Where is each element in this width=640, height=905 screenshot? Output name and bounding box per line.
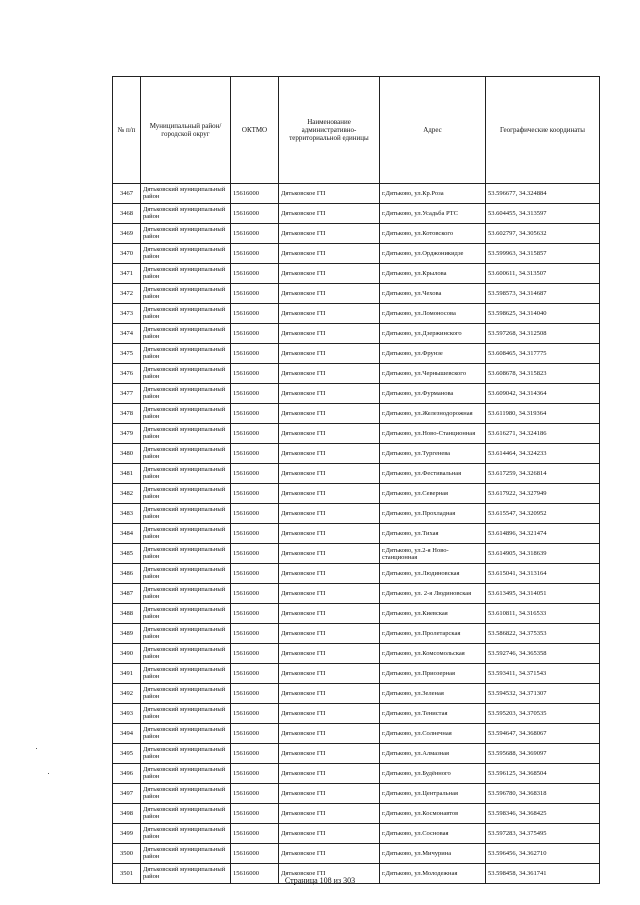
cell-oktmo: 15616000 <box>231 264 279 284</box>
cell-municipality: Дятьковский муниципальный район <box>141 584 231 604</box>
cell-oktmo: 15616000 <box>231 624 279 644</box>
table-row <box>113 264 600 284</box>
cell-municipality: Дятьковский муниципальный район <box>141 784 231 804</box>
table-row <box>113 544 600 564</box>
cell-unit: Дятьковское ГП <box>279 664 380 684</box>
cell-coords: 53.609042, 34.314364 <box>486 384 600 404</box>
cell-unit: Дятьковское ГП <box>279 564 380 584</box>
cell-oktmo: 15616000 <box>231 584 279 604</box>
cell-unit: Дятьковское ГП <box>279 824 380 844</box>
cell-municipality: Дятьковский муниципальный район <box>141 264 231 284</box>
cell-num: 3496 <box>113 764 141 784</box>
cell-address: г.Дятьково, ул.Орджоникидзе <box>380 244 486 264</box>
cell-unit: Дятьковское ГП <box>279 464 380 484</box>
cell-oktmo: 15616000 <box>231 644 279 664</box>
cell-num: 3479 <box>113 424 141 444</box>
cell-oktmo: 15616000 <box>231 724 279 744</box>
cell-oktmo: 15616000 <box>231 424 279 444</box>
table-row <box>113 364 600 384</box>
cell-coords: 53.598458, 34.361741 <box>486 864 600 884</box>
cell-coords: 53.608678, 34.315823 <box>486 364 600 384</box>
cell-oktmo: 15616000 <box>231 444 279 464</box>
scan-speck <box>48 773 49 774</box>
cell-oktmo: 15616000 <box>231 244 279 264</box>
cell-num: 3483 <box>113 504 141 524</box>
cell-coords: 53.613495, 34.314051 <box>486 584 600 604</box>
cell-oktmo: 15616000 <box>231 344 279 364</box>
cell-coords: 53.602797, 34.305632 <box>486 224 600 244</box>
header-municipality: Муниципальный район/городской округ <box>141 77 231 184</box>
cell-unit: Дятьковское ГП <box>279 584 380 604</box>
cell-coords: 53.596125, 34.368504 <box>486 764 600 784</box>
table-header <box>113 77 600 184</box>
cell-municipality: Дятьковский муниципальный район <box>141 204 231 224</box>
cell-address: г.Дятьково, ул.Кр.Роза <box>380 184 486 204</box>
cell-address: г.Дятьково, ул.Чехова <box>380 284 486 304</box>
cell-unit: Дятьковское ГП <box>279 524 380 544</box>
cell-coords: 53.593411, 34.371543 <box>486 664 600 684</box>
cell-address: г.Дятьково, ул.Фурманова <box>380 384 486 404</box>
cell-unit: Дятьковское ГП <box>279 284 380 304</box>
cell-unit: Дятьковское ГП <box>279 624 380 644</box>
cell-unit: Дятьковское ГП <box>279 604 380 624</box>
cell-num: 3481 <box>113 464 141 484</box>
cell-address: г.Дятьково, ул.Сосновая <box>380 824 486 844</box>
cell-num: 3491 <box>113 664 141 684</box>
cell-coords: 53.598346, 34.368425 <box>486 804 600 824</box>
cell-municipality: Дятьковский муниципальный район <box>141 324 231 344</box>
table-row <box>113 604 600 624</box>
cell-coords: 53.596456, 34.362710 <box>486 844 600 864</box>
cell-address: г.Дятьково, ул.Ломоносова <box>380 304 486 324</box>
cell-address: г.Дятьково, ул.Усадьба РТС <box>380 204 486 224</box>
cell-num: 3474 <box>113 324 141 344</box>
cell-num: 3468 <box>113 204 141 224</box>
cell-coords: 53.615547, 34.320952 <box>486 504 600 524</box>
cell-num: 3487 <box>113 584 141 604</box>
cell-unit: Дятьковское ГП <box>279 864 380 884</box>
table-row <box>113 404 600 424</box>
cell-municipality: Дятьковский муниципальный район <box>141 644 231 664</box>
cell-oktmo: 15616000 <box>231 204 279 224</box>
table-row <box>113 284 600 304</box>
cell-unit: Дятьковское ГП <box>279 504 380 524</box>
cell-unit: Дятьковское ГП <box>279 364 380 384</box>
table-row <box>113 204 600 224</box>
cell-address: г.Дятьково, ул. 2-я Людиновская <box>380 584 486 604</box>
cell-coords: 53.586822, 34.375353 <box>486 624 600 644</box>
cell-municipality: Дятьковский муниципальный район <box>141 244 231 264</box>
cell-coords: 53.615041, 34.313164 <box>486 564 600 584</box>
cell-municipality: Дятьковский муниципальный район <box>141 564 231 584</box>
cell-unit: Дятьковское ГП <box>279 184 380 204</box>
table-row <box>113 844 600 864</box>
cell-address: г.Дятьково, ул.Космонавтов <box>380 804 486 824</box>
cell-coords: 53.598573, 34.314687 <box>486 284 600 304</box>
cell-oktmo: 15616000 <box>231 564 279 584</box>
cell-municipality: Дятьковский муниципальный район <box>141 864 231 884</box>
table-row <box>113 304 600 324</box>
cell-coords: 53.611980, 34.319364 <box>486 404 600 424</box>
cell-municipality: Дятьковский муниципальный район <box>141 704 231 724</box>
cell-unit: Дятьковское ГП <box>279 844 380 864</box>
cell-num: 3493 <box>113 704 141 724</box>
cell-coords: 53.614464, 34.324233 <box>486 444 600 464</box>
table-row <box>113 764 600 784</box>
cell-num: 3473 <box>113 304 141 324</box>
table-row <box>113 564 600 584</box>
cell-num: 3492 <box>113 684 141 704</box>
cell-num: 3494 <box>113 724 141 744</box>
table-row <box>113 524 600 544</box>
cell-municipality: Дятьковский муниципальный район <box>141 304 231 324</box>
cell-municipality: Дятьковский муниципальный район <box>141 824 231 844</box>
cell-num: 3482 <box>113 484 141 504</box>
cell-oktmo: 15616000 <box>231 284 279 304</box>
cell-num: 3498 <box>113 804 141 824</box>
cell-num: 3500 <box>113 844 141 864</box>
cell-unit: Дятьковское ГП <box>279 384 380 404</box>
cell-municipality: Дятьковский муниципальный район <box>141 624 231 644</box>
cell-address: г.Дятьково, ул.Фрунзе <box>380 344 486 364</box>
cell-address: г.Дятьково, ул.Тенистая <box>380 704 486 724</box>
cell-num: 3475 <box>113 344 141 364</box>
cell-municipality: Дятьковский муниципальный район <box>141 424 231 444</box>
cell-oktmo: 15616000 <box>231 544 279 564</box>
cell-num: 3485 <box>113 544 141 564</box>
cell-coords: 53.595688, 34.369097 <box>486 744 600 764</box>
cell-coords: 53.614896, 34.321474 <box>486 524 600 544</box>
cell-address: г.Дятьково, ул.Котовского <box>380 224 486 244</box>
settlement-register-table <box>112 76 600 884</box>
scan-speck <box>36 748 37 749</box>
table-row <box>113 784 600 804</box>
cell-unit: Дятьковское ГП <box>279 264 380 284</box>
cell-address: г.Дятьково, ул.Железнодорожная <box>380 404 486 424</box>
cell-unit: Дятьковское ГП <box>279 784 380 804</box>
table-row <box>113 484 600 504</box>
cell-num: 3489 <box>113 624 141 644</box>
cell-coords: 53.597283, 34.375495 <box>486 824 600 844</box>
cell-num: 3484 <box>113 524 141 544</box>
cell-municipality: Дятьковский муниципальный район <box>141 284 231 304</box>
cell-unit: Дятьковское ГП <box>279 704 380 724</box>
cell-address: г.Дятьково, ул.Молодежная <box>380 864 486 884</box>
cell-num: 3470 <box>113 244 141 264</box>
cell-num: 3486 <box>113 564 141 584</box>
cell-municipality: Дятьковский муниципальный район <box>141 224 231 244</box>
cell-coords: 53.614905, 34.318639 <box>486 544 600 564</box>
table-row <box>113 344 600 364</box>
header-num: № п/п <box>113 77 141 184</box>
cell-coords: 53.594532, 34.371307 <box>486 684 600 704</box>
cell-oktmo: 15616000 <box>231 304 279 324</box>
cell-oktmo: 15616000 <box>231 844 279 864</box>
cell-address: г.Дятьково, ул.Киевская <box>380 604 486 624</box>
table-row <box>113 624 600 644</box>
table-row <box>113 744 600 764</box>
table-row <box>113 644 600 664</box>
cell-unit: Дятьковское ГП <box>279 724 380 744</box>
cell-unit: Дятьковское ГП <box>279 404 380 424</box>
cell-num: 3477 <box>113 384 141 404</box>
table-row <box>113 824 600 844</box>
cell-num: 3497 <box>113 784 141 804</box>
cell-address: г.Дятьково, ул.Прохладная <box>380 504 486 524</box>
cell-num: 3469 <box>113 224 141 244</box>
cell-address: г.Дятьково, ул.Тихая <box>380 524 486 544</box>
cell-municipality: Дятьковский муниципальный район <box>141 744 231 764</box>
table-row <box>113 504 600 524</box>
table-row <box>113 224 600 244</box>
cell-municipality: Дятьковский муниципальный район <box>141 524 231 544</box>
header-coords: Географические координаты <box>486 77 600 184</box>
cell-oktmo: 15616000 <box>231 804 279 824</box>
cell-address: г.Дятьково, ул.Тургенева <box>380 444 486 464</box>
cell-municipality: Дятьковский муниципальный район <box>141 764 231 784</box>
table-row <box>113 704 600 724</box>
cell-address: г.Дятьково, ул.Чернышевского <box>380 364 486 384</box>
cell-coords: 53.594647, 34.368067 <box>486 724 600 744</box>
cell-municipality: Дятьковский муниципальный район <box>141 364 231 384</box>
table-row <box>113 424 600 444</box>
cell-oktmo: 15616000 <box>231 404 279 424</box>
cell-address: г.Дятьково, ул.Комсомольская <box>380 644 486 664</box>
cell-unit: Дятьковское ГП <box>279 424 380 444</box>
cell-unit: Дятьковское ГП <box>279 344 380 364</box>
table-row <box>113 804 600 824</box>
cell-unit: Дятьковское ГП <box>279 684 380 704</box>
header-address: Адрес <box>380 77 486 184</box>
cell-oktmo: 15616000 <box>231 184 279 204</box>
cell-unit: Дятьковское ГП <box>279 304 380 324</box>
table-row <box>113 664 600 684</box>
cell-coords: 53.597268, 34.312508 <box>486 324 600 344</box>
cell-oktmo: 15616000 <box>231 664 279 684</box>
cell-num: 3488 <box>113 604 141 624</box>
cell-oktmo: 15616000 <box>231 464 279 484</box>
cell-coords: 53.592746, 34.365358 <box>486 644 600 664</box>
cell-coords: 53.608465, 34.317775 <box>486 344 600 364</box>
cell-municipality: Дятьковский муниципальный район <box>141 684 231 704</box>
cell-unit: Дятьковское ГП <box>279 484 380 504</box>
cell-unit: Дятьковское ГП <box>279 224 380 244</box>
table-row <box>113 464 600 484</box>
cell-municipality: Дятьковский муниципальный район <box>141 604 231 624</box>
cell-municipality: Дятьковский муниципальный район <box>141 484 231 504</box>
cell-num: 3490 <box>113 644 141 664</box>
cell-num: 3501 <box>113 864 141 884</box>
cell-municipality: Дятьковский муниципальный район <box>141 724 231 744</box>
cell-oktmo: 15616000 <box>231 484 279 504</box>
cell-address: г.Дятьково, ул.Приозерная <box>380 664 486 684</box>
cell-oktmo: 15616000 <box>231 864 279 884</box>
cell-address: г.Дятьково, ул.Фестивальная <box>380 464 486 484</box>
cell-coords: 53.598625, 34.314040 <box>486 304 600 324</box>
cell-num: 3495 <box>113 744 141 764</box>
cell-unit: Дятьковское ГП <box>279 744 380 764</box>
cell-address: г.Дятьково, ул.Алмазная <box>380 744 486 764</box>
cell-coords: 53.617922, 34.327949 <box>486 484 600 504</box>
cell-address: г.Дятьково, ул.Крылова <box>380 264 486 284</box>
cell-address: г.Дятьково, ул.Мичурина <box>380 844 486 864</box>
cell-address: г.Дятьково, ул.Центральная <box>380 784 486 804</box>
cell-num: 3480 <box>113 444 141 464</box>
cell-coords: 53.599963, 34.315857 <box>486 244 600 264</box>
cell-municipality: Дятьковский муниципальный район <box>141 804 231 824</box>
table-row <box>113 324 600 344</box>
cell-address: г.Дятьково, ул.Солнечная <box>380 724 486 744</box>
cell-coords: 53.595203, 34.370535 <box>486 704 600 724</box>
table-row <box>113 444 600 464</box>
cell-oktmo: 15616000 <box>231 604 279 624</box>
cell-unit: Дятьковское ГП <box>279 544 380 564</box>
cell-num: 3467 <box>113 184 141 204</box>
cell-coords: 53.616271, 34.324186 <box>486 424 600 444</box>
cell-num: 3472 <box>113 284 141 304</box>
header-oktmo: ОКТМО <box>231 77 279 184</box>
header-unit: Наименование административно-территориальной единицы <box>279 77 380 184</box>
cell-address: г.Дятьково, ул.Будённого <box>380 764 486 784</box>
cell-coords: 53.617259, 34.326814 <box>486 464 600 484</box>
cell-oktmo: 15616000 <box>231 684 279 704</box>
cell-municipality: Дятьковский муниципальный район <box>141 344 231 364</box>
cell-municipality: Дятьковский муниципальный район <box>141 504 231 524</box>
cell-coords: 53.596780, 34.368318 <box>486 784 600 804</box>
cell-unit: Дятьковское ГП <box>279 204 380 224</box>
cell-address: г.Дятьково, ул.Зеленая <box>380 684 486 704</box>
table-row <box>113 384 600 404</box>
page-number: Страница 108 из 303 <box>284 876 356 885</box>
cell-municipality: Дятьковский муниципальный район <box>141 464 231 484</box>
cell-oktmo: 15616000 <box>231 364 279 384</box>
cell-address: г.Дятьково, ул.2-я Ново-станционная <box>380 544 486 564</box>
cell-oktmo: 15616000 <box>231 824 279 844</box>
cell-coords: 53.596677, 34.324884 <box>486 184 600 204</box>
cell-municipality: Дятьковский муниципальный район <box>141 184 231 204</box>
cell-oktmo: 15616000 <box>231 764 279 784</box>
cell-oktmo: 15616000 <box>231 784 279 804</box>
cell-address: г.Дятьково, ул.Северная <box>380 484 486 504</box>
table-row <box>113 244 600 264</box>
cell-oktmo: 15616000 <box>231 744 279 764</box>
cell-oktmo: 15616000 <box>231 524 279 544</box>
cell-address: г.Дятьково, ул.Пролетарская <box>380 624 486 644</box>
cell-num: 3478 <box>113 404 141 424</box>
cell-address: г.Дятьково, ул.Ново-Станционная <box>380 424 486 444</box>
cell-unit: Дятьковское ГП <box>279 244 380 264</box>
cell-unit: Дятьковское ГП <box>279 764 380 784</box>
cell-oktmo: 15616000 <box>231 324 279 344</box>
table-body <box>113 184 600 884</box>
cell-address: г.Дятьково, ул.Людиновская <box>380 564 486 584</box>
cell-oktmo: 15616000 <box>231 384 279 404</box>
cell-coords: 53.600611, 34.313507 <box>486 264 600 284</box>
cell-num: 3471 <box>113 264 141 284</box>
cell-coords: 53.610811, 34.316533 <box>486 604 600 624</box>
cell-municipality: Дятьковский муниципальный район <box>141 404 231 424</box>
cell-coords: 53.604455, 34.313597 <box>486 204 600 224</box>
cell-municipality: Дятьковский муниципальный район <box>141 664 231 684</box>
cell-municipality: Дятьковский муниципальный район <box>141 844 231 864</box>
table-row <box>113 724 600 744</box>
cell-municipality: Дятьковский муниципальный район <box>141 544 231 564</box>
table-row <box>113 684 600 704</box>
table-row <box>113 184 600 204</box>
table-row <box>113 584 600 604</box>
cell-num: 3476 <box>113 364 141 384</box>
cell-unit: Дятьковское ГП <box>279 324 380 344</box>
cell-municipality: Дятьковский муниципальный район <box>141 384 231 404</box>
cell-oktmo: 15616000 <box>231 504 279 524</box>
cell-unit: Дятьковское ГП <box>279 804 380 824</box>
cell-oktmo: 15616000 <box>231 224 279 244</box>
cell-oktmo: 15616000 <box>231 704 279 724</box>
cell-address: г.Дятьково, ул.Дзержинского <box>380 324 486 344</box>
cell-unit: Дятьковское ГП <box>279 644 380 664</box>
cell-unit: Дятьковское ГП <box>279 444 380 464</box>
cell-municipality: Дятьковский муниципальный район <box>141 444 231 464</box>
cell-num: 3499 <box>113 824 141 844</box>
